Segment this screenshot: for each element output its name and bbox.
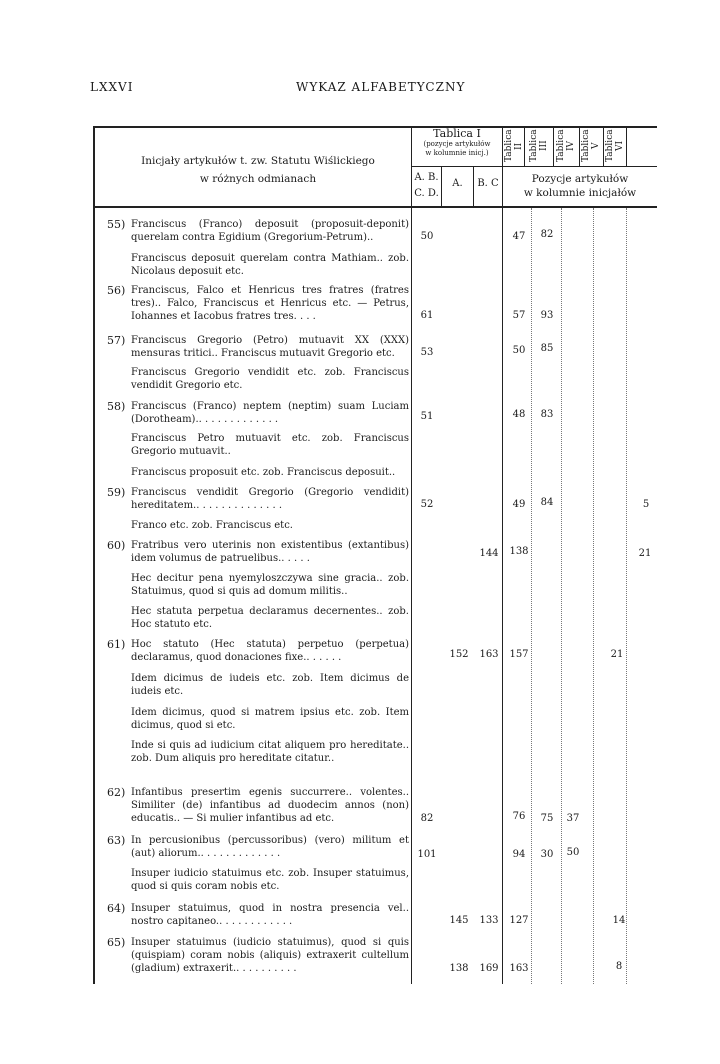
cell-t2: 49 <box>512 499 526 510</box>
row-number: 59) <box>107 486 126 499</box>
row-number: 57) <box>107 334 126 347</box>
row-number: 55) <box>107 218 126 231</box>
cell-t2: 94 <box>512 849 526 860</box>
cell-t5: 21 <box>610 649 624 660</box>
row-text: Hoc statuto (Hec statuta) perpetuo (perpetua) declaramus, quod donaciones fixe.. . . . . . <box>131 639 409 663</box>
cell-t3: 82 <box>540 229 554 240</box>
row-text: Fratribus vero uterinis non existentibus (extantibus) idem volumus de patruelibus.. . . . . <box>131 540 409 564</box>
cell-t2: 163 <box>509 963 529 974</box>
header-col-abcd: A. B. C. D. <box>414 172 439 199</box>
cell-a: 152 <box>449 649 469 660</box>
row-text: Franciscus (Franco) neptem (neptim) suam Luciam (Dorotheam).. . . . . . . . . . . . . <box>131 401 409 425</box>
row-number: 64) <box>107 902 126 915</box>
row-text: Insuper iudicio statuimus etc. zob. Insuper statuimus, quod si quis coram nobis etc. <box>131 868 409 892</box>
cell-abcd: 101 <box>417 849 437 860</box>
cell-a: 138 <box>449 963 469 974</box>
row-text: Idem dicimus, quod si matrem ipsius etc. zob. Item dicimus, quod si etc. <box>131 707 409 731</box>
cell-t3: 83 <box>540 409 554 420</box>
row-text: Franciscus proposuit etc. zob. Franciscus deposuit.. <box>131 467 396 478</box>
cell-abcd: 53 <box>420 347 434 358</box>
row-number: 62) <box>107 786 126 799</box>
header-tablica-1: Tablica I <box>433 127 481 140</box>
cell-bc: 144 <box>479 548 499 559</box>
row-text: Franciscus deposuit querelam contra Mathiam.. zob. Nicolaus deposuit etc. <box>131 253 409 277</box>
row-number: 60) <box>107 539 126 552</box>
header-main: Inicjały artykułów t. zw. Statutu Wiślickiego w różnych odmianach <box>141 155 375 185</box>
cell-t2: 76 <box>512 811 526 822</box>
header-tablica-4: Tablica IV <box>556 129 576 163</box>
cell-t4: 37 <box>566 813 580 824</box>
cell-t3: 75 <box>540 813 554 824</box>
header-tablica-6: Tablica VI <box>605 129 625 163</box>
cell-t2: 138 <box>509 546 529 557</box>
cell-t2: 57 <box>512 310 526 321</box>
header-tablica-5: Tablica V <box>581 129 601 163</box>
row-text: Franciscus Gregorio vendidit etc. zob. Franciscus vendidit Gregorio etc. <box>131 367 409 391</box>
header-tablica-3: Tablica III <box>529 129 549 163</box>
header-tablica-2: Tablica II <box>504 129 524 163</box>
row-number: 65) <box>107 936 126 949</box>
row-text: Insuper statuimus, quod in nostra presencia vel.. nostro capitaneo.. . . . . . . . . . . . <box>131 903 409 927</box>
cell-bc: 163 <box>479 649 499 660</box>
cell-t6: 21 <box>638 548 652 559</box>
row-text: Franciscus Petro mutuavit etc. zob. Franciscus Gregorio mutuavit.. <box>131 433 409 457</box>
row-text: Hec statuta perpetua declaramus decernentes.. zob. Hoc statuto etc. <box>131 606 409 630</box>
row-text: Inde si quis ad iudicium citat aliquem pro hereditate.. zob. Dum aliquis pro hereditate citatur.. <box>131 740 409 764</box>
header-tablica-1-sub: (pozycje artykułów w kolumnie inicj.) <box>423 140 491 157</box>
header-col-a: A. <box>452 178 463 189</box>
row-number: 58) <box>107 400 126 413</box>
page-title: WYKAZ ALFABETYCZNY <box>296 80 466 94</box>
cell-t3: 30 <box>540 849 554 860</box>
row-number: 56) <box>107 284 126 297</box>
cell-abcd: 51 <box>420 411 434 422</box>
cell-abcd: 82 <box>420 813 434 824</box>
row-text: Franciscus vendidit Gregorio (Gregorio vendidit) hereditatem.. . . . . . . . . . . . . . <box>131 487 409 511</box>
cell-t5: 14 <box>612 915 626 926</box>
cell-t2: 47 <box>512 231 526 242</box>
row-text: In percusionibus (percussoribus) (vero) militum et (aut) aliorum.. . . . . . . . . . . . . <box>131 835 409 859</box>
page-number: LXXVI <box>90 80 134 94</box>
cell-t4: 50 <box>566 847 580 858</box>
cell-t6: 5 <box>642 499 650 510</box>
cell-bc: 133 <box>479 915 499 926</box>
cell-bc: 169 <box>479 963 499 974</box>
cell-t2: 157 <box>509 649 529 660</box>
row-text: Insuper statuimus (iudicio statuimus), quod si quis (quispiam) coram nobis (aliquis) extraxerit cultellum (gladium) extraxerit.. . . . . . . . . . <box>131 937 409 974</box>
cell-abcd: 61 <box>420 310 434 321</box>
row-text: Franciscus, Falco et Henricus tres fratres (fratres tres).. Falco, Franciscus et Henricus etc. — Petrus, Iohannes et Iacobus fratres tres. . . . <box>131 285 409 322</box>
row-number: 63) <box>107 834 126 847</box>
cell-a: 145 <box>449 915 469 926</box>
cell-t3: 85 <box>540 343 554 354</box>
row-text: Franco etc. zob. Franciscus etc. <box>131 520 293 531</box>
cell-abcd: 50 <box>420 231 434 242</box>
cell-t5: 8 <box>615 961 623 972</box>
cell-t2: 50 <box>512 345 526 356</box>
row-text: Hec decitur pena nyemyloszczywa sine gracia.. zob. Statuimus, quod si quis ad domum militis.. <box>131 573 409 597</box>
row-text: Franciscus Gregorio (Petro) mutuavit XX (XXX) mensuras tritici.. Franciscus mutuavit Gregorio etc. <box>131 335 409 359</box>
cell-t3: 93 <box>540 310 554 321</box>
row-text: Franciscus (Franco) deposuit (proposuit-deponit) querelam contra Egidium (Gregorium-Petrum).. <box>131 219 409 243</box>
header-col-bc: B. C <box>477 178 499 189</box>
header-positions: Pozycje artykułów w kolumnie inicjałów <box>523 173 637 199</box>
cell-abcd: 52 <box>420 499 434 510</box>
cell-t3: 84 <box>540 497 554 508</box>
row-number: 61) <box>107 638 126 651</box>
cell-t2: 127 <box>509 915 529 926</box>
index-table <box>93 126 657 984</box>
row-text: Idem dicimus de iudeis etc. zob. Item dicimus de iudeis etc. <box>131 673 409 697</box>
cell-t2: 48 <box>512 409 526 420</box>
row-text: Infantibus presertim egenis succurrere.. volentes.. Similiter (de) infantibus ad duodecim annos (non) educatis.. — Si mulier infantibus ad etc. <box>131 787 409 824</box>
